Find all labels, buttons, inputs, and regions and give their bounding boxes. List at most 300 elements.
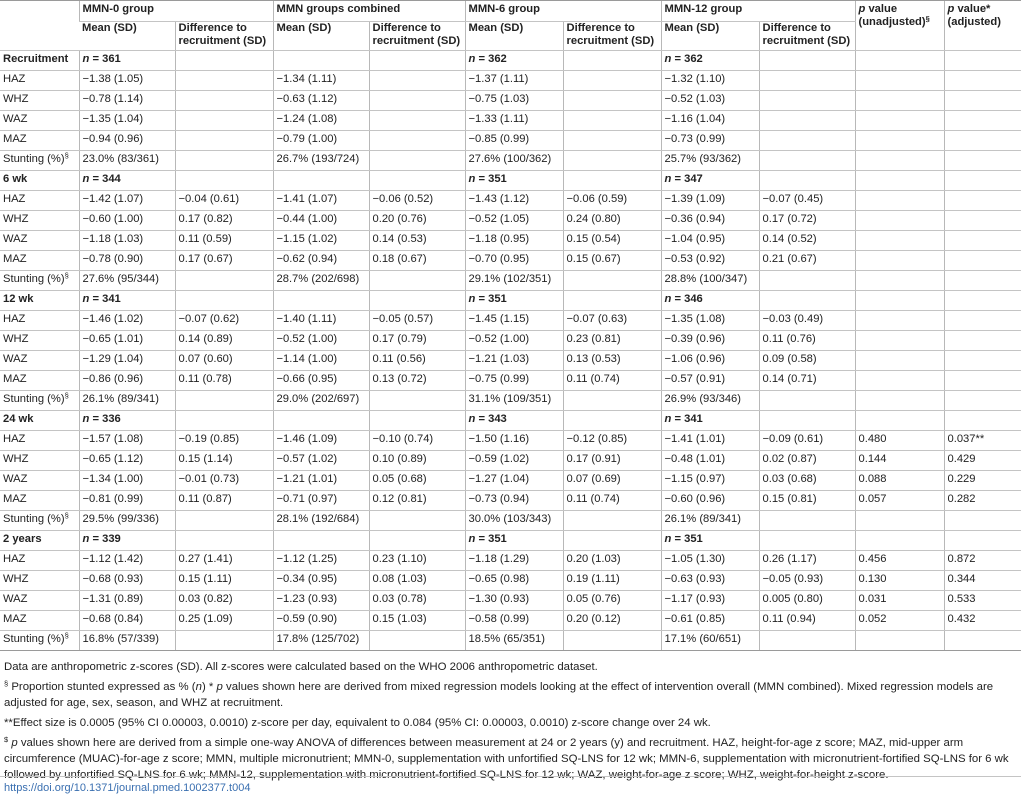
pvalue-cell (855, 211, 944, 231)
table-row (0, 151, 1021, 171)
section-label: 6 wk (0, 171, 79, 191)
table-cell (369, 271, 465, 291)
table-row (0, 131, 1021, 151)
section-label: 12 wk (0, 291, 79, 311)
table-cell: −0.48 (1.01) (661, 451, 759, 471)
table-cell: −1.31 (0.89) (79, 591, 175, 611)
table-cell: −0.78 (0.90) (79, 251, 175, 271)
table-cell (175, 111, 273, 131)
table-cell: −1.35 (1.08) (661, 311, 759, 331)
table-cell: −1.17 (0.93) (661, 591, 759, 611)
table-cell: 27.6% (95/344) (79, 271, 175, 291)
pvalue-cell (944, 351, 1021, 371)
mean-sd-header: Mean (SD) (273, 22, 369, 51)
table-cell: 0.11 (0.74) (563, 371, 661, 391)
pvalue-cell (855, 271, 944, 291)
table-cell (175, 71, 273, 91)
table-cell: −0.58 (0.99) (465, 611, 563, 631)
table-cell: 0.15 (1.11) (175, 571, 273, 591)
table-cell: 0.14 (0.89) (175, 331, 273, 351)
table-cell (855, 531, 944, 551)
table-cell: −1.43 (1.12) (465, 191, 563, 211)
row-label: MAZ (0, 491, 79, 511)
table-cell: −0.68 (0.93) (79, 571, 175, 591)
table-cell (759, 91, 855, 111)
sample-size: n = 346 (661, 291, 759, 311)
table-cell (855, 411, 944, 431)
row-label: Stunting (%)§ (0, 631, 79, 651)
table-cell (175, 511, 273, 531)
table-cell: −0.62 (0.94) (273, 251, 369, 271)
table-cell: −0.70 (0.95) (465, 251, 563, 271)
table-cell: −1.27 (1.04) (465, 471, 563, 491)
pvalue-cell (944, 311, 1021, 331)
table-cell: −0.34 (0.95) (273, 571, 369, 591)
pvalue-cell (855, 191, 944, 211)
table-cell: −0.57 (0.91) (661, 371, 759, 391)
section-row (0, 51, 1021, 71)
header-corner (0, 1, 79, 51)
table-cell (369, 151, 465, 171)
table-cell: 26.1% (89/341) (79, 391, 175, 411)
table-cell: −0.73 (0.99) (661, 131, 759, 151)
row-label: Stunting (%)§ (0, 151, 79, 171)
row-label: MAZ (0, 251, 79, 271)
table-cell: −0.19 (0.85) (175, 431, 273, 451)
table-cell: −0.52 (1.03) (661, 91, 759, 111)
table-cell: −0.06 (0.52) (369, 191, 465, 211)
pvalue-cell (855, 91, 944, 111)
table-cell: 0.15 (0.67) (563, 251, 661, 271)
pvalue-cell (944, 271, 1021, 291)
table-cell (175, 271, 273, 291)
table-cell: −1.38 (1.05) (79, 71, 175, 91)
sample-size: n = 344 (79, 171, 175, 191)
pvalue-cell: 0.282 (944, 491, 1021, 511)
table-cell: 26.7% (193/724) (273, 151, 369, 171)
table-cell: −0.07 (0.63) (563, 311, 661, 331)
pvalue-cell: 0.144 (855, 451, 944, 471)
table-cell: 28.1% (192/684) (273, 511, 369, 531)
section-row (0, 291, 1021, 311)
pvalue-cell (944, 71, 1021, 91)
table-cell: −0.52 (1.00) (273, 331, 369, 351)
section-row (0, 531, 1021, 551)
table-cell (759, 511, 855, 531)
difference-header: Difference to recruitment (SD) (369, 22, 465, 51)
table-row (0, 71, 1021, 91)
table-cell: −1.57 (1.08) (79, 431, 175, 451)
note-anova-abbreviations: $ p values shown here are derived from a simple one-way ANOVA of differences between measurement at 24 or 2 years (y) and recruitment. HAZ, height-for-age z score; MAZ, mid-upper arm circumference (MUAC)-for-age z score; MMN, multiple micronutrient; MMN-0, supplementation with unfortified SQ-LNS for 12 wk; MMN-6, supplementation with micronutrient-fortified SQ-LNS for 6 wk followed by unfortified SQ-LNS for 6 wk; MMN-12, supplementation with micronutrient-fortified SQ-LNS for 12 wk; WAZ, weight-for-age z score; WHZ, weight-for-height z-score. (4, 735, 1009, 781)
table-cell: −1.45 (1.15) (465, 311, 563, 331)
table-row (0, 91, 1021, 111)
table-cell: −0.71 (0.97) (273, 491, 369, 511)
pvalue-cell: 0.031 (855, 591, 944, 611)
table-cell: −0.04 (0.61) (175, 191, 273, 211)
pvalue-cell (855, 311, 944, 331)
row-label: WHZ (0, 211, 79, 231)
table-row (0, 431, 1021, 451)
pvalue-cell (944, 331, 1021, 351)
table-cell: 23.0% (83/361) (79, 151, 175, 171)
table-cell: 0.11 (0.78) (175, 371, 273, 391)
table-cell (759, 411, 855, 431)
table-cell (759, 71, 855, 91)
table-cell: −1.15 (0.97) (661, 471, 759, 491)
table-cell (369, 71, 465, 91)
note-data-description: Data are anthropometric z-scores (SD). All z-scores were calculated based on the WHO 2006 anthropometric dataset. (4, 661, 598, 673)
table-cell (944, 291, 1021, 311)
table-cell: 0.17 (0.72) (759, 211, 855, 231)
row-label: WHZ (0, 331, 79, 351)
section-row (0, 411, 1021, 431)
sample-size: n = 351 (465, 291, 563, 311)
pvalue-cell: 0.456 (855, 551, 944, 571)
table-cell: 0.27 (1.41) (175, 551, 273, 571)
table-cell (944, 531, 1021, 551)
table-row (0, 391, 1021, 411)
pvalue-cell (855, 111, 944, 131)
pvalue-unadjusted-header: p value (unadjusted)§ (855, 1, 944, 51)
section-label: Recruitment (0, 51, 79, 71)
table-cell: −1.35 (1.04) (79, 111, 175, 131)
table-cell: 29.5% (99/336) (79, 511, 175, 531)
section-label: 2 years (0, 531, 79, 551)
sample-size: n = 351 (465, 531, 563, 551)
pvalue-cell (855, 251, 944, 271)
note-effect-size: **Effect size is 0.0005 (95% CI 0.00003, 0.0010) z-score per day, equivalent to 0.084 (95% CI: 0.00003, 0.0010) z-score change over 24 wk. (4, 717, 711, 729)
table-cell: −1.06 (0.96) (661, 351, 759, 371)
table-row (0, 191, 1021, 211)
table-row (0, 311, 1021, 331)
table-cell: 0.15 (0.54) (563, 231, 661, 251)
table-cell (759, 51, 855, 71)
table-cell (759, 531, 855, 551)
group-header: MMN-0 group (79, 1, 273, 22)
table-cell: −1.39 (1.09) (661, 191, 759, 211)
table-cell (369, 631, 465, 651)
table-cell: −0.07 (0.62) (175, 311, 273, 331)
table-cell: 0.17 (0.79) (369, 331, 465, 351)
table-cell (563, 111, 661, 131)
group-header: MMN-12 group (661, 1, 855, 22)
sample-size: n = 341 (661, 411, 759, 431)
pvalue-cell: 0.130 (855, 571, 944, 591)
row-label: HAZ (0, 551, 79, 571)
table-cell: −0.75 (0.99) (465, 371, 563, 391)
table-cell (563, 171, 661, 191)
table-cell: 0.11 (0.76) (759, 331, 855, 351)
pvalue-cell (855, 231, 944, 251)
sample-size: n = 351 (465, 171, 563, 191)
pvalue-cell (944, 251, 1021, 271)
table-row (0, 491, 1021, 511)
table-cell: 18.5% (65/351) (465, 631, 563, 651)
table-cell: −1.21 (1.03) (465, 351, 563, 371)
pvalue-cell: 0.229 (944, 471, 1021, 491)
table-cell (855, 171, 944, 191)
table-cell (563, 151, 661, 171)
table-row (0, 371, 1021, 391)
table-cell: 0.17 (0.91) (563, 451, 661, 471)
table-cell: −0.05 (0.93) (759, 571, 855, 591)
table-cell (944, 411, 1021, 431)
mean-sd-header: Mean (SD) (465, 22, 563, 51)
table-cell: 0.10 (0.89) (369, 451, 465, 471)
table-notes (0, 651, 1021, 783)
table-cell: 27.6% (100/362) (465, 151, 563, 171)
table-cell (759, 131, 855, 151)
table-cell (759, 111, 855, 131)
table-cell (855, 291, 944, 311)
sample-size: n = 339 (79, 531, 175, 551)
table-cell (175, 411, 273, 431)
table-cell: −1.37 (1.11) (465, 71, 563, 91)
table-cell (944, 51, 1021, 71)
table-cell: −0.53 (0.92) (661, 251, 759, 271)
table-row (0, 251, 1021, 271)
table-cell (563, 51, 661, 71)
row-label: WAZ (0, 471, 79, 491)
pvalue-cell (944, 511, 1021, 531)
row-label: Stunting (%)§ (0, 511, 79, 531)
table-cell (759, 271, 855, 291)
pvalue-cell (944, 191, 1021, 211)
table-cell (369, 91, 465, 111)
table-cell: 0.20 (0.12) (563, 611, 661, 631)
table-cell (273, 171, 369, 191)
row-label: MAZ (0, 131, 79, 151)
pvalue-cell (944, 231, 1021, 251)
sample-size: n = 362 (465, 51, 563, 71)
table-row (0, 271, 1021, 291)
table-cell: −0.57 (1.02) (273, 451, 369, 471)
table-cell: 0.15 (1.14) (175, 451, 273, 471)
table-row (0, 571, 1021, 591)
table-cell: −1.42 (1.07) (79, 191, 175, 211)
table-cell (273, 51, 369, 71)
row-label: Stunting (%)§ (0, 271, 79, 291)
table-row (0, 351, 1021, 371)
pvalue-cell (944, 391, 1021, 411)
table-cell: −0.06 (0.59) (563, 191, 661, 211)
mean-sd-header: Mean (SD) (79, 22, 175, 51)
table-cell: −0.36 (0.94) (661, 211, 759, 231)
row-label: Stunting (%)§ (0, 391, 79, 411)
table-cell: 0.19 (1.11) (563, 571, 661, 591)
pvalue-cell (855, 631, 944, 651)
table-cell: 26.1% (89/341) (661, 511, 759, 531)
table-cell (175, 291, 273, 311)
mean-sd-header: Mean (SD) (661, 22, 759, 51)
table-cell: 0.15 (1.03) (369, 611, 465, 631)
table-cell: 0.08 (1.03) (369, 571, 465, 591)
row-label: HAZ (0, 431, 79, 451)
table-cell: 0.15 (0.81) (759, 491, 855, 511)
table-cell: 0.03 (0.78) (369, 591, 465, 611)
table-row (0, 511, 1021, 531)
table-cell: −0.59 (1.02) (465, 451, 563, 471)
row-label: WAZ (0, 351, 79, 371)
table-cell: −0.61 (0.85) (661, 611, 759, 631)
table-cell: −0.65 (1.01) (79, 331, 175, 351)
pvalue-adjusted-header: p value* (adjusted) (944, 1, 1021, 51)
table-cell: 0.13 (0.53) (563, 351, 661, 371)
table-cell (563, 391, 661, 411)
table-cell: 26.9% (93/346) (661, 391, 759, 411)
table-cell: 0.14 (0.53) (369, 231, 465, 251)
table-cell: 0.07 (0.69) (563, 471, 661, 491)
table-cell: −0.78 (1.14) (79, 91, 175, 111)
table-cell: −1.30 (0.93) (465, 591, 563, 611)
row-label: MAZ (0, 611, 79, 631)
table-cell: −0.73 (0.94) (465, 491, 563, 511)
row-label: WHZ (0, 451, 79, 471)
table-cell (273, 291, 369, 311)
table-cell: 0.03 (0.68) (759, 471, 855, 491)
table-cell: −0.05 (0.57) (369, 311, 465, 331)
table-cell: −0.39 (0.96) (661, 331, 759, 351)
table-cell (273, 531, 369, 551)
pvalue-cell: 0.088 (855, 471, 944, 491)
table-cell: 0.21 (0.67) (759, 251, 855, 271)
row-label: WHZ (0, 571, 79, 591)
table-cell: −1.15 (1.02) (273, 231, 369, 251)
table-row (0, 111, 1021, 131)
table-cell (759, 631, 855, 651)
table-cell (175, 91, 273, 111)
pvalue-cell (855, 151, 944, 171)
table-cell (369, 511, 465, 531)
table-cell (563, 511, 661, 531)
table-cell: −0.65 (0.98) (465, 571, 563, 591)
row-label: HAZ (0, 191, 79, 211)
table-row (0, 591, 1021, 611)
table-cell: −0.03 (0.49) (759, 311, 855, 331)
difference-header: Difference to recruitment (SD) (563, 22, 661, 51)
table-cell: −1.04 (0.95) (661, 231, 759, 251)
sample-size: n = 336 (79, 411, 175, 431)
row-label: MAZ (0, 371, 79, 391)
difference-header: Difference to recruitment (SD) (175, 22, 273, 51)
pvalue-cell (855, 511, 944, 531)
row-label: WAZ (0, 111, 79, 131)
group-header: MMN-6 group (465, 1, 661, 22)
pvalue-cell (855, 351, 944, 371)
row-label: WAZ (0, 591, 79, 611)
pvalue-cell: 0.052 (855, 611, 944, 631)
table-cell: 28.8% (100/347) (661, 271, 759, 291)
table-cell: 0.13 (0.72) (369, 371, 465, 391)
pvalue-cell: 0.037** (944, 431, 1021, 451)
table-cell: 0.12 (0.81) (369, 491, 465, 511)
table-cell: −0.85 (0.99) (465, 131, 563, 151)
table-cell (369, 171, 465, 191)
table-cell (175, 631, 273, 651)
row-label: WAZ (0, 231, 79, 251)
table-cell (563, 91, 661, 111)
table-cell (563, 271, 661, 291)
table-cell: 0.11 (0.87) (175, 491, 273, 511)
table-cell: 0.20 (0.76) (369, 211, 465, 231)
table-cell: −1.29 (1.04) (79, 351, 175, 371)
table-cell: −1.12 (1.42) (79, 551, 175, 571)
table-cell: 16.8% (57/339) (79, 631, 175, 651)
table-cell (563, 131, 661, 151)
table-cell: −1.18 (0.95) (465, 231, 563, 251)
table-cell (175, 391, 273, 411)
table-cell (563, 631, 661, 651)
sample-size: n = 341 (79, 291, 175, 311)
table-cell: 0.14 (0.52) (759, 231, 855, 251)
table-cell: 0.23 (0.81) (563, 331, 661, 351)
table-cell: 0.11 (0.94) (759, 611, 855, 631)
table-cell (563, 71, 661, 91)
table-cell: −0.52 (1.00) (465, 331, 563, 351)
pvalue-cell (944, 631, 1021, 651)
divider (0, 776, 1021, 777)
pvalue-cell (855, 71, 944, 91)
pvalue-cell (944, 91, 1021, 111)
table-cell: 0.05 (0.68) (369, 471, 465, 491)
table-cell: −0.63 (1.12) (273, 91, 369, 111)
table-cell: 0.26 (1.17) (759, 551, 855, 571)
pvalue-cell (855, 131, 944, 151)
table-cell: −0.01 (0.73) (175, 471, 273, 491)
table-cell (175, 171, 273, 191)
table-cell: −0.10 (0.74) (369, 431, 465, 451)
doi-link[interactable]: https://doi.org/10.1371/journal.pmed.1002377.t004 (4, 782, 251, 794)
pvalue-cell: 0.872 (944, 551, 1021, 571)
table-cell: 0.24 (0.80) (563, 211, 661, 231)
table-cell (563, 411, 661, 431)
table-cell: 30.0% (103/343) (465, 511, 563, 531)
table-cell: 0.17 (0.82) (175, 211, 273, 231)
table-cell: −0.09 (0.61) (759, 431, 855, 451)
sample-size: n = 343 (465, 411, 563, 431)
table-cell (944, 171, 1021, 191)
table-cell: −0.63 (0.93) (661, 571, 759, 591)
section-label: 24 wk (0, 411, 79, 431)
sample-size: n = 361 (79, 51, 175, 71)
table-cell (563, 291, 661, 311)
table-cell (759, 171, 855, 191)
table-cell: 0.18 (0.67) (369, 251, 465, 271)
table-cell: −0.94 (0.96) (79, 131, 175, 151)
table-cell: −0.79 (1.00) (273, 131, 369, 151)
pvalue-cell: 0.344 (944, 571, 1021, 591)
table-cell: −1.32 (1.10) (661, 71, 759, 91)
table-cell: 0.11 (0.56) (369, 351, 465, 371)
difference-header: Difference to recruitment (SD) (759, 22, 855, 51)
table-cell: −0.60 (1.00) (79, 211, 175, 231)
table-cell: −1.12 (1.25) (273, 551, 369, 571)
table-row (0, 611, 1021, 631)
table-cell: −0.86 (0.96) (79, 371, 175, 391)
table-cell (175, 151, 273, 171)
table-cell (563, 531, 661, 551)
table-row (0, 211, 1021, 231)
pvalue-cell (944, 151, 1021, 171)
table-cell: −1.24 (1.08) (273, 111, 369, 131)
table-cell (175, 531, 273, 551)
table-cell (369, 51, 465, 71)
table-cell: −1.05 (1.30) (661, 551, 759, 571)
table-cell (855, 51, 944, 71)
table-cell: 29.1% (102/351) (465, 271, 563, 291)
table-cell: 0.02 (0.87) (759, 451, 855, 471)
row-label: HAZ (0, 71, 79, 91)
